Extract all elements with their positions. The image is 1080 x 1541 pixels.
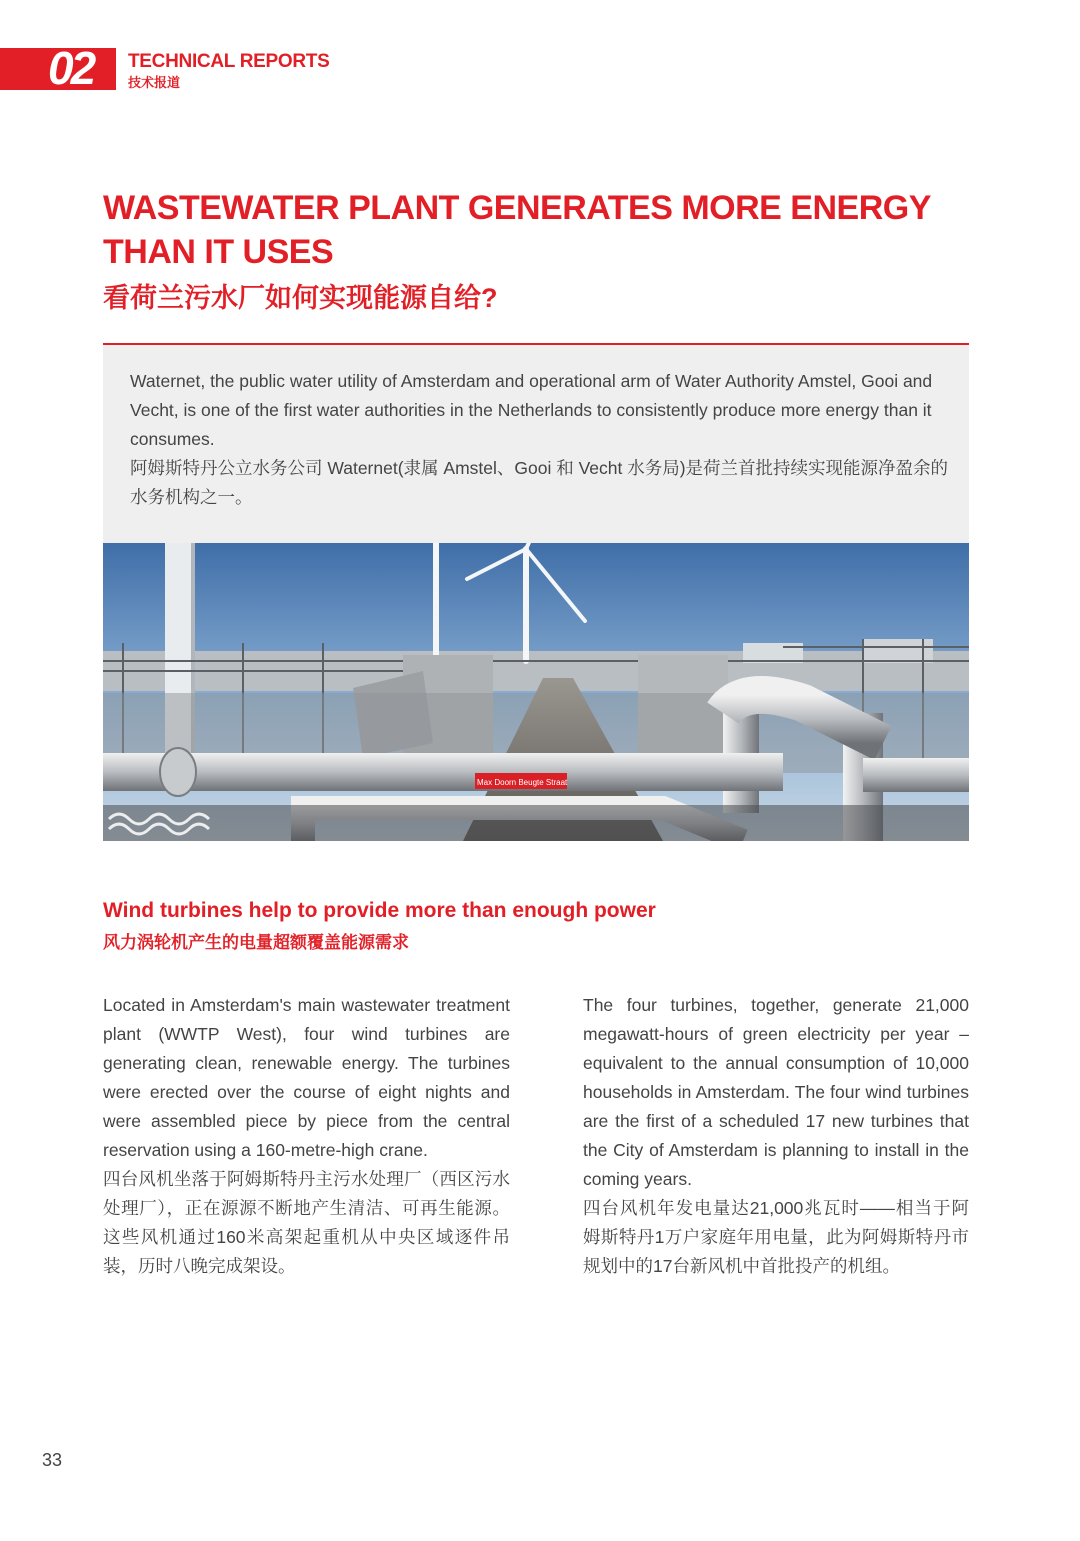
article-title-cn: 看荷兰污水厂如何实现能源自给? xyxy=(103,283,498,313)
lead-paragraph-cn: 阿姆斯特丹公立水务公司 Waternet(隶属 Amstel、Gooi 和 Vecht 水务局)是荷兰首批持续实现能源净盈余的水务机构之一。 xyxy=(130,458,949,507)
body-paragraph-en: Located in Amsterdam's main wastewater treatment plant (WWTP West), four wind turbines are generating clean, renewable energy. The turbines were erected over the course of eight nights and were assembled piece by piece from the central reservation using a 160-metre-high crane. xyxy=(103,995,510,1160)
section-header xyxy=(0,42,340,94)
page-number: 33 xyxy=(42,1450,63,1470)
lead-box xyxy=(103,345,969,543)
article-title-en: WASTEWATER PLANT GENERATES MORE ENERGY THAN IT USES xyxy=(103,189,931,271)
body-paragraph-cn: 四台风机坐落于阿姆斯特丹主污水处理厂（西区污水处理厂），正在源源不断地产生清洁、可再生能源。这些风机通过160米高架起重机从中央区域逐件吊装，历时八晚完成架设。 xyxy=(103,1169,510,1276)
section-label-en: TECHNICAL REPORTS xyxy=(128,51,330,72)
body-column-right xyxy=(583,991,969,1281)
body-column-left xyxy=(103,991,510,1281)
photo-sign-text: Max Doorn Beugte Straat xyxy=(477,778,568,787)
section-heading-cn: 风力涡轮机产生的电量超额覆盖能源需求 xyxy=(103,933,409,952)
section-number: 02 xyxy=(48,42,94,94)
body-paragraph-cn: 四台风机年发电量达21,000兆瓦时——相当于阿姆斯特丹1万户家庭年用电量，此为阿姆斯特丹市规划中的17台新风机中首批投产的机组。 xyxy=(583,1198,969,1276)
body-paragraph-en: The four turbines, together, generate 21,000 megawatt-hours of green electricity per year – equivalent to the annual consumption of 10,000 households in Amsterdam. The four wind turbines are the first of a scheduled 17 new turbines that the City of Amsterdam is planning to install in the coming years. xyxy=(583,995,969,1189)
lead-paragraph-en: Waternet, the public water utility of Amsterdam and operational arm of Water Authority Amstel, Gooi and Vecht, is one of the first water authorities in the Netherlands to consistently produce more energy than it consumes. xyxy=(130,371,933,449)
section-label-cn: 技术报道 xyxy=(128,75,181,90)
section-heading-en: Wind turbines help to provide more than enough power xyxy=(103,899,656,922)
wastewater-plant-photo xyxy=(103,543,969,841)
